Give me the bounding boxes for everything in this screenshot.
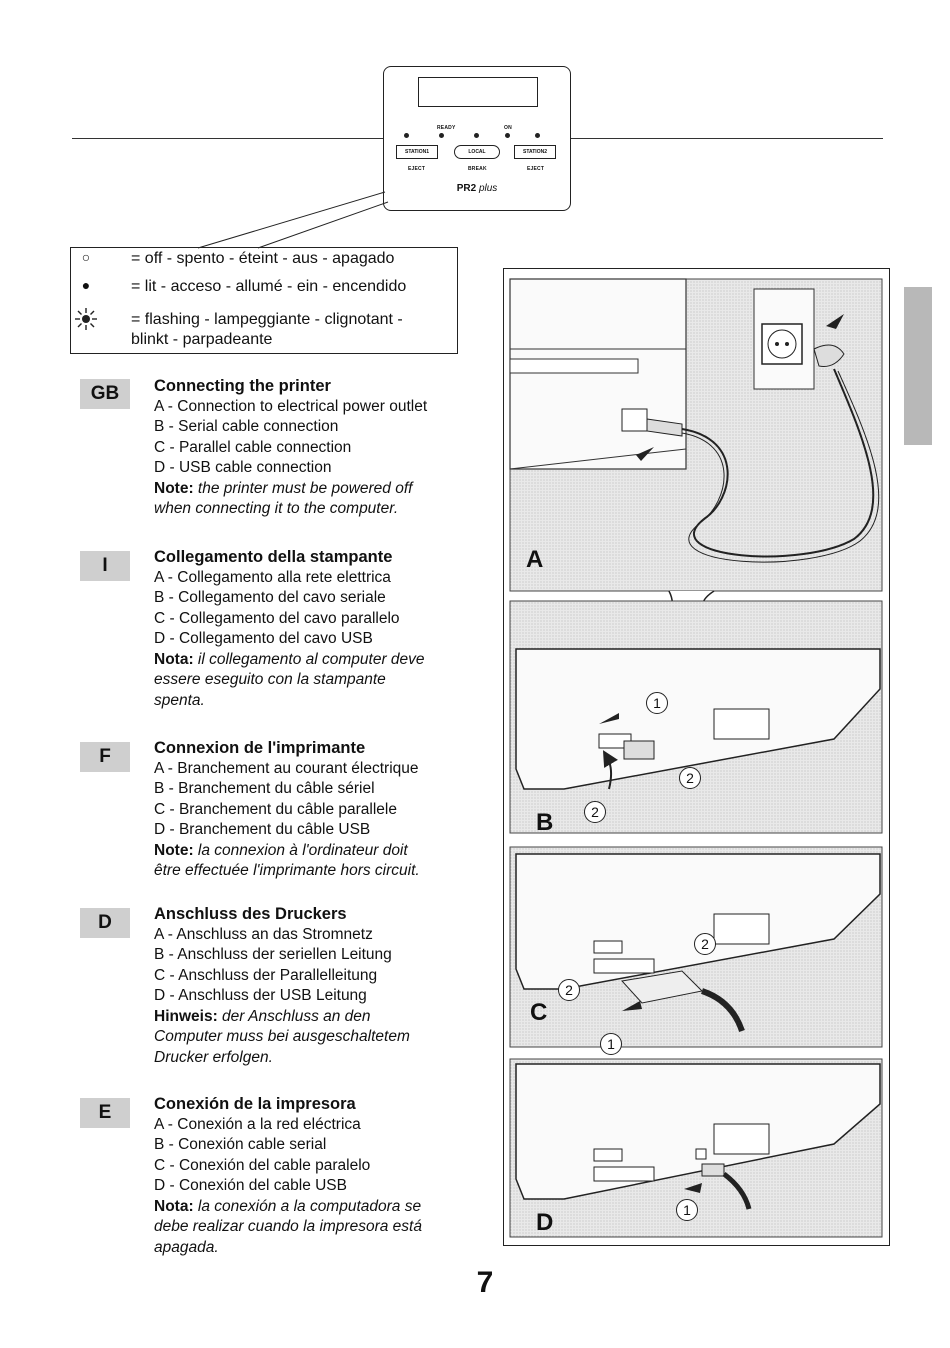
note-line: spenta. [154,691,205,709]
list-item: C - Anschluss der Parallelleitung [154,966,378,984]
legend-flashing-2: blinkt - parpadeante [131,331,273,348]
section-title: Anschluss des Druckers [154,905,347,923]
list-item: D - USB cable connection [154,459,332,476]
panel-label-a: A [526,546,544,573]
note-line: apagada. [154,1238,219,1256]
led-1 [404,133,409,138]
section-title: Collegamento della stampante [154,548,393,566]
section-title: Connecting the printer [154,377,331,395]
panel-b-drawing [510,601,882,833]
list-item: B - Collegamento del cavo seriale [154,589,386,606]
station2-button: STATION2 [514,145,556,159]
lang-tag-f: F [80,742,130,772]
note-line: la conexión a la computadora se [197,1197,422,1215]
callout-1: 1 [600,1033,622,1055]
note-line: Computer muss bei ausgeschaltetem [154,1028,410,1045]
note-label: Nota: [154,1197,194,1215]
note-line: la connexion à l'ordinateur doit [197,841,408,859]
callout-2: 2 [584,801,606,823]
legend-lit: = lit - acceso - allumé - ein - encendido [131,278,407,295]
panel-label-d: D [536,1209,554,1236]
list-item: A - Branchement au courant électrique [154,759,419,777]
connection-drawing [504,269,889,1245]
note-line: essere eseguito con la stampante [154,671,386,688]
list-item: C - Parallel cable connection [154,438,352,456]
section-es [154,1094,484,1258]
top-rule-right [571,138,883,139]
section-title: Conexión de la impresora [154,1095,356,1113]
section-title: Connexion de l'imprimante [154,739,366,757]
list-item: A - Connection to electrical power outlet [154,397,428,415]
list-item: B - Branchement du câble sériel [154,780,375,797]
note [154,1197,484,1218]
list-item: A - Collegamento alla rete elettrica [154,568,391,586]
list-item: C - Collegamento del cavo parallelo [154,609,400,627]
list-item: B - Conexión cable serial [154,1136,327,1153]
model-suffix: plus [478,183,498,194]
list-item: D - Branchement du câble USB [154,821,371,838]
lang-tag-e: E [80,1098,130,1128]
list-item: D - Anschluss der USB Leitung [154,987,367,1004]
list-item: D - Conexión del cable USB [154,1177,347,1194]
control-panel-diagram [383,66,571,211]
callout-2: 2 [694,933,716,955]
callout-1: 1 [646,692,668,714]
led-3 [474,133,479,138]
note-line: the printer must be powered off [197,479,413,497]
led-ready [439,133,444,138]
section-gb [154,376,484,520]
lang-tag-i: I [80,551,130,581]
lang-tag-gb: GB [80,379,130,409]
on-label: ON [504,125,512,131]
note [154,841,484,862]
panel-label-b: B [536,809,554,836]
top-rule-left [72,138,384,139]
model-text: PR2 [456,183,477,194]
connection-illustration [503,268,890,1246]
note-line: Drucker erfolgen. [154,1048,273,1066]
panel-a-drawing [510,279,882,591]
eject-label-1: EJECT [408,166,426,172]
led-legend [70,247,458,354]
section-it [154,547,484,711]
section-de [154,904,484,1068]
callout-2: 2 [679,767,701,789]
list-item: A - Conexión a la red eléctrica [154,1115,361,1133]
note-line: der Anschluss an den [222,1007,371,1025]
section-thumb-tab [904,287,932,445]
list-item: A - Anschluss an das Stromnetz [154,925,373,943]
list-item: C - Branchement du câble parallele [154,800,397,818]
section-fr [154,738,484,882]
note-label: Note: [154,479,194,497]
eject-label-2: EJECT [527,166,545,172]
note-line: il collegamento al computer deve [197,650,425,668]
legend-flashing: = flashing - lampeggiante - clignotant - [131,311,403,328]
list-item: C - Conexión del cable paralelo [154,1156,371,1174]
led-lit-icon: ● [81,277,91,293]
led-flashing-icon [75,308,97,335]
local-button: LOCAL [454,145,500,159]
callout-1: 1 [676,1199,698,1221]
led-5 [535,133,540,138]
panel-label-c: C [530,999,548,1026]
note-label: Nota: [154,650,194,668]
legend-off: = off - spento - éteint - aus - apagado [131,250,395,267]
note [154,650,484,671]
note-line: être effectuée l'imprimante hors circuit. [154,862,420,879]
list-item: D - Collegamento del cavo USB [154,630,373,647]
list-item: B - Anschluss der seriellen Leitung [154,946,392,963]
panel-display [418,77,538,107]
break-label: BREAK [468,166,487,172]
station1-button: STATION1 [396,145,438,159]
note-label: Hinweis: [154,1007,218,1025]
connector-lines [180,190,400,252]
note [154,479,484,500]
led-off-icon: ○ [81,249,91,265]
note-line: when connecting it to the computer. [154,500,399,517]
ready-label: READY [437,125,456,131]
note-line: debe realizar cuando la impresora está [154,1218,422,1235]
note-label: Note: [154,841,194,859]
callout-2: 2 [558,979,580,1001]
list-item: B - Serial cable connection [154,418,339,435]
note [154,1007,484,1028]
model-name [384,183,570,194]
lang-tag-d: D [80,908,130,938]
page-number: 7 [476,1266,494,1299]
led-on [505,133,510,138]
